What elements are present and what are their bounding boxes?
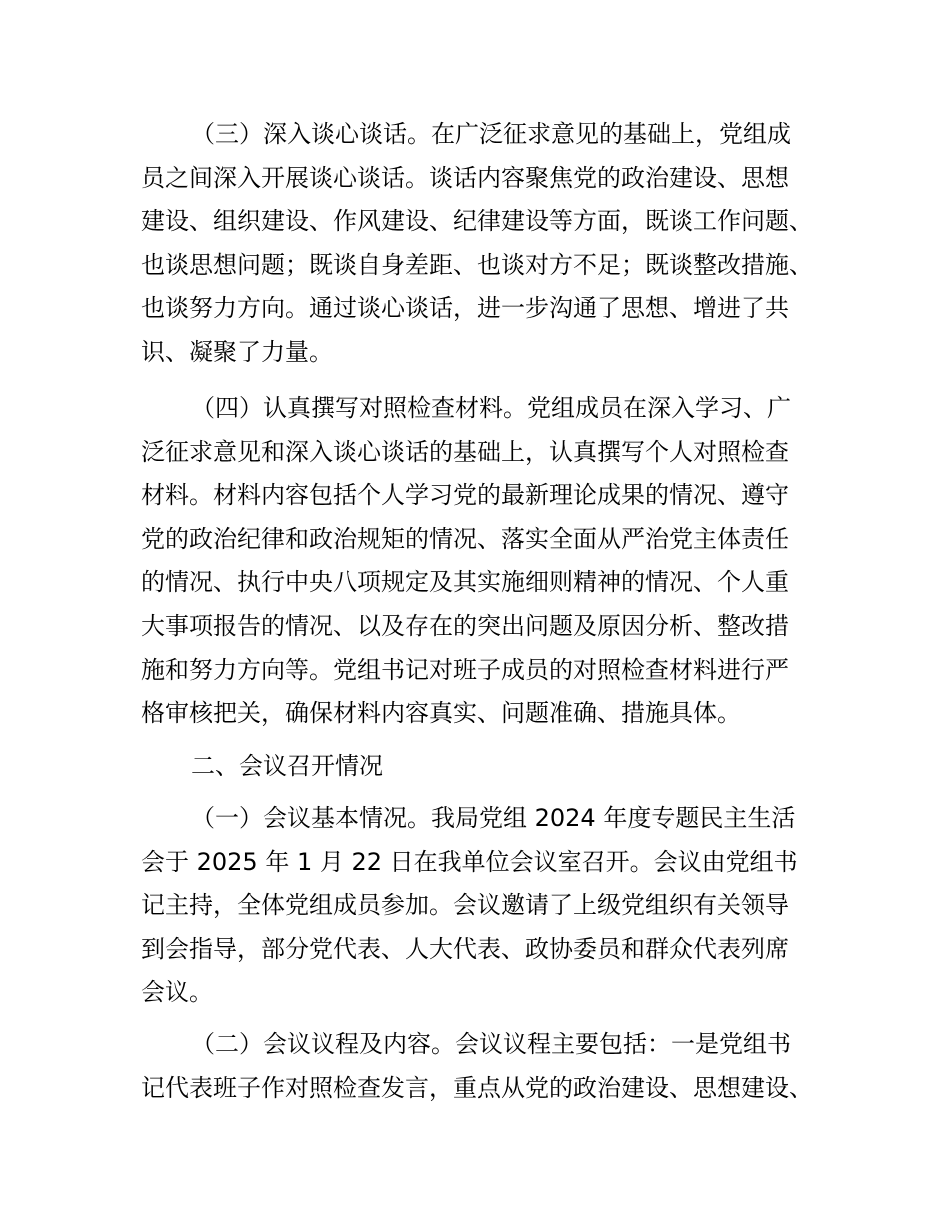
paragraph-self-review-materials (141, 387, 791, 736)
text-line: （一）会议基本情况。我局党组 2024 年度专题民主生活 (191, 804, 796, 832)
text-line: 也谈努力方向。通过谈心谈话，进一步沟通了思想、增进了共 (141, 294, 789, 323)
text-line: （三）深入谈心谈话。在广泛征求意见的基础上，党组成 (191, 120, 791, 148)
text-line: 的情况、执行中央八项规定及其实施细则精神的情况、个人重 (141, 568, 789, 597)
text-line: （四）认真撰写对照检查材料。党组成员在深入学习、广 (191, 394, 791, 422)
text-line: 到会指导，部分党代表、人大代表、政协委员和群众代表列席 (141, 934, 789, 963)
text-line: 会议。 (141, 978, 213, 1007)
text-line: 大事项报告的情况、以及存在的突出问题及原因分析、整改措 (141, 611, 789, 640)
text-line: 识、凝聚了力量。 (141, 337, 333, 366)
paragraph-heart-to-heart-talks (141, 113, 813, 375)
text-line: 记主持，全体党组成员参加。会议邀请了上级党组织有关领导 (141, 891, 789, 920)
text-line: （二）会议议程及内容。会议议程主要包括：一是党组书 (191, 1030, 791, 1058)
paragraph-meeting-agenda (141, 1023, 813, 1110)
text-line: 记代表班子作对照检查发言，重点从党的政治建设、思想建设、 (141, 1073, 813, 1102)
text-line: 格审核把关，确保材料内容真实、问题准确、措施具体。 (141, 699, 741, 728)
section-heading: 二、会议召开情况 (191, 752, 383, 780)
text-line: 员之间深入开展谈心谈话。谈话内容聚焦党的政治建设、思想 (141, 163, 789, 192)
text-line: 党的政治纪律和政治规矩的情况、落实全面从严治党主体责任 (141, 524, 789, 553)
text-line: 也谈思想问题；既谈自身差距、也谈对方不足；既谈整改措施、 (141, 250, 813, 279)
text-line: 材料。材料内容包括个人学习党的最新理论成果的情况、遵守 (141, 481, 789, 510)
text-line: 建设、组织建设、作风建设、纪律建设等方面，既谈工作问题、 (141, 207, 813, 236)
text-line: 会于 2025 年 1 月 22 日在我单位会议室召开。会议由党组书 (141, 847, 798, 876)
text-line: 泛征求意见和深入谈心谈话的基础上，认真撰写个人对照检查 (141, 437, 789, 466)
paragraph-meeting-basics (141, 797, 798, 1015)
section-heading-meeting (141, 745, 383, 789)
text-line: 施和努力方向等。党组书记对班子成员的对照检查材料进行严 (141, 655, 789, 684)
